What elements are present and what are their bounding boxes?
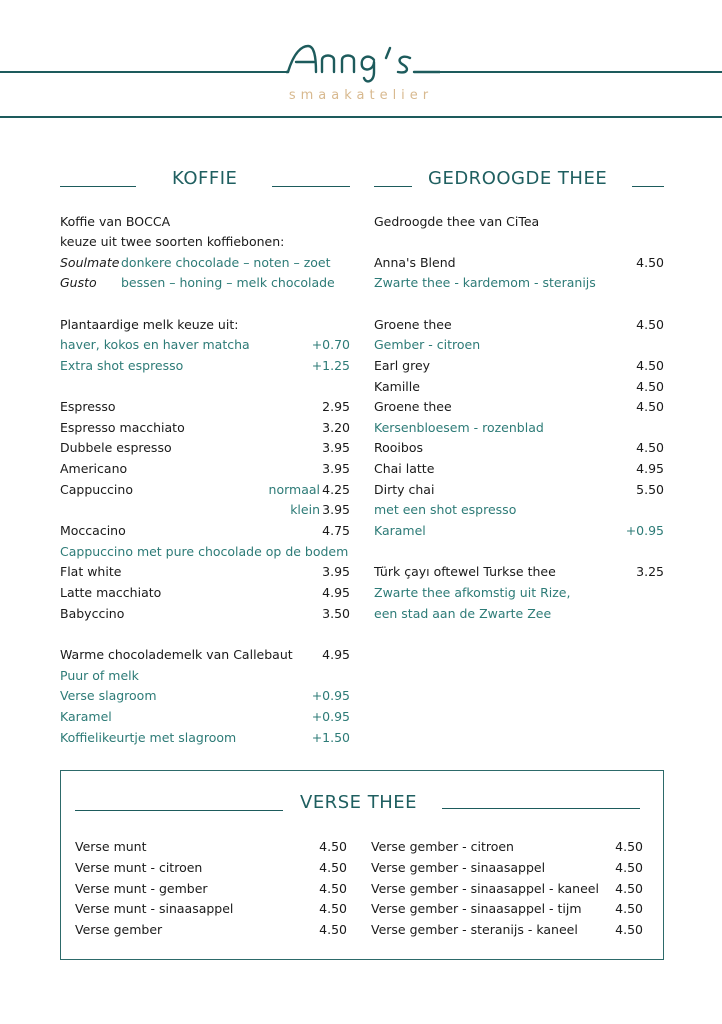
menu-item: Americano 3.95 — [60, 461, 350, 476]
brand-subtitle: smaakatelier — [288, 88, 434, 103]
verse-title-rule-left — [75, 810, 283, 811]
bean-name: Soulmate — [60, 255, 120, 270]
menu-item: Kamille 4.50 — [374, 379, 664, 394]
menu-item: haver, kokos en haver matcha +0.70 — [60, 337, 350, 352]
size-label: klein — [290, 502, 320, 517]
menu-item: Verse munt - gember 4.50 — [75, 881, 347, 896]
menu-item-desc: Gember - citroen — [374, 337, 481, 352]
menu-item: Groene thee 4.50 — [374, 317, 664, 332]
bean-gusto — [60, 273, 350, 293]
menu-item: Espresso 2.95 — [60, 399, 350, 414]
thee-title-rule-left — [374, 186, 412, 187]
menu-item: Babyccino 3.50 — [60, 606, 350, 621]
thee-intro: Gedroogde thee van CiTea — [374, 214, 540, 229]
menu-item: Cappuccino normaal 4.25 — [60, 480, 350, 500]
menu-item: Chai latte 4.95 — [374, 461, 664, 476]
menu-item: klein 3.95 — [60, 500, 350, 520]
menu-item-desc: met een shot espresso — [374, 502, 517, 517]
menu-item: Verse gember - sinaasappel - tijm 4.50 — [371, 901, 643, 916]
menu-item: Verse gember - sinaasappel - kaneel 4.50 — [371, 881, 643, 896]
menu-item: Anna's Blend 4.50 — [374, 255, 664, 270]
header-line-top-right — [438, 71, 722, 73]
menu-item: Moccacino 4.75 — [60, 523, 350, 538]
menu-item: Earl grey 4.50 — [374, 358, 664, 373]
koffie-title-rule-left — [60, 186, 136, 187]
thee-title-rule-right — [632, 186, 664, 187]
menu-item: Flat white 3.95 — [60, 564, 350, 579]
header-line-bottom — [0, 116, 722, 118]
menu-item-desc: Kersenbloesem - rozenblad — [374, 420, 544, 435]
menu-item: Espresso macchiato 3.20 — [60, 420, 350, 435]
menu-item: Koffielikeurtje met slagroom +1.50 — [60, 730, 350, 745]
menu-item: Karamel +0.95 — [60, 709, 350, 724]
menu-item: Verse gember - citroen 4.50 — [371, 839, 643, 854]
bean-desc: bessen – honing – melk chocolade — [121, 275, 335, 290]
header-line-top-left — [0, 71, 288, 73]
menu-item: Verse munt 4.50 — [75, 839, 347, 854]
menu-item: Verse gember 4.50 — [75, 922, 347, 937]
menu-item: Verse slagroom +0.95 — [60, 688, 350, 703]
menu-item: Extra shot espresso +1.25 — [60, 358, 350, 373]
thee-title: GEDROOGDE THEE — [428, 168, 608, 189]
koffie-intro-1: Koffie van BOCCA — [60, 214, 171, 229]
menu-item-desc: Zwarte thee - kardemom - steranijs — [374, 275, 596, 290]
menu-item: Verse munt - sinaasappel 4.50 — [75, 901, 347, 916]
menu-item: Karamel +0.95 — [374, 523, 664, 538]
koffie-title: KOFFIE — [172, 168, 238, 189]
menu-item: Verse munt - citroen 4.50 — [75, 860, 347, 875]
bean-desc: donkere chocolade – noten – zoet — [121, 255, 331, 270]
menu-item-desc: Cappuccino met pure chocolade op de bodem — [60, 544, 349, 559]
menu-item: Warme chocolademelk van Callebaut 4.95 — [60, 647, 350, 662]
bean-name: Gusto — [60, 275, 97, 290]
brand-logo — [286, 42, 440, 88]
menu-item: Latte macchiato 4.95 — [60, 585, 350, 600]
size-label: normaal — [268, 482, 320, 497]
menu-item: Verse gember - sinaasappel 4.50 — [371, 860, 643, 875]
bean-soulmate — [60, 253, 350, 273]
menu-item: Rooibos 4.50 — [374, 440, 664, 455]
menu-item-desc: een stad aan de Zwarte Zee — [374, 606, 552, 621]
koffie-title-rule-right — [272, 186, 350, 187]
menu-item-desc: Puur of melk — [60, 668, 139, 683]
verse-title: VERSE THEE — [300, 792, 417, 813]
menu-item: Dubbele espresso 3.95 — [60, 440, 350, 455]
menu-item: Dirty chai 5.50 — [374, 482, 664, 497]
menu-item-desc: Zwarte thee afkomstig uit Rize, — [374, 585, 571, 600]
plant-milk-heading: Plantaardige melk keuze uit: — [60, 317, 239, 332]
verse-title-rule-right — [442, 808, 640, 809]
menu-item: Türk çayı oftewel Turkse thee 3.25 — [374, 564, 664, 579]
menu-item: Verse gember - steranijs - kaneel 4.50 — [371, 922, 643, 937]
koffie-intro-2: keuze uit twee soorten koffiebonen: — [60, 234, 285, 249]
menu-item: Groene thee 4.50 — [374, 399, 664, 414]
